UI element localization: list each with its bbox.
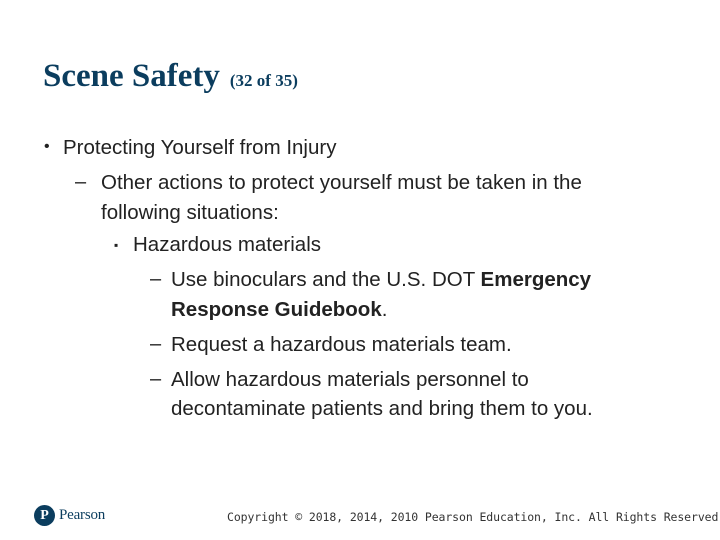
title-counter: (32 of 35) xyxy=(229,71,298,90)
item1-period: . xyxy=(381,298,388,321)
bullet-marker-l4-3: – xyxy=(150,368,162,390)
bullet-l4-item3-line1: Allow hazardous materials personnel to xyxy=(171,368,529,391)
bullet-l4-item1-line2 xyxy=(171,298,387,322)
bullet-l2-line2: following situations: xyxy=(101,201,279,224)
bullet-l4-item3-line2: decontaminate patients and bring them to you. xyxy=(171,397,593,420)
pearson-logo-text: Pearson xyxy=(59,507,106,523)
slide-title xyxy=(43,58,298,95)
bullet-marker-l2: – xyxy=(75,171,87,193)
bullet-l4-item1-line1 xyxy=(171,268,591,292)
bullet-l2-line1: Other actions to protect yourself must be taken in the xyxy=(101,171,582,194)
title-text: Scene Safety xyxy=(43,58,220,94)
item1-bold-guidebook: Response Guidebook xyxy=(171,298,382,321)
pearson-logo xyxy=(34,505,105,526)
pearson-logo-icon: P xyxy=(34,505,55,526)
bullet-marker-l4-2: – xyxy=(150,333,162,355)
bullet-marker-l4-1: – xyxy=(150,268,162,290)
bullet-marker-l1: • xyxy=(44,138,50,155)
item1-text: Use binoculars and the U.S. DOT xyxy=(171,268,481,291)
bullet-l1-text: Protecting Yourself from Injury xyxy=(63,136,337,159)
bullet-marker-l3: ▪ xyxy=(114,238,119,252)
bullet-l3-text: Hazardous materials xyxy=(133,233,321,256)
copyright-notice: Copyright © 2018, 2014, 2010 Pearson Education, Inc. All Rights Reserved xyxy=(227,510,719,524)
bullet-l4-item2: Request a hazardous materials team. xyxy=(171,333,512,356)
item1-bold-emergency: Emergency xyxy=(480,268,592,291)
